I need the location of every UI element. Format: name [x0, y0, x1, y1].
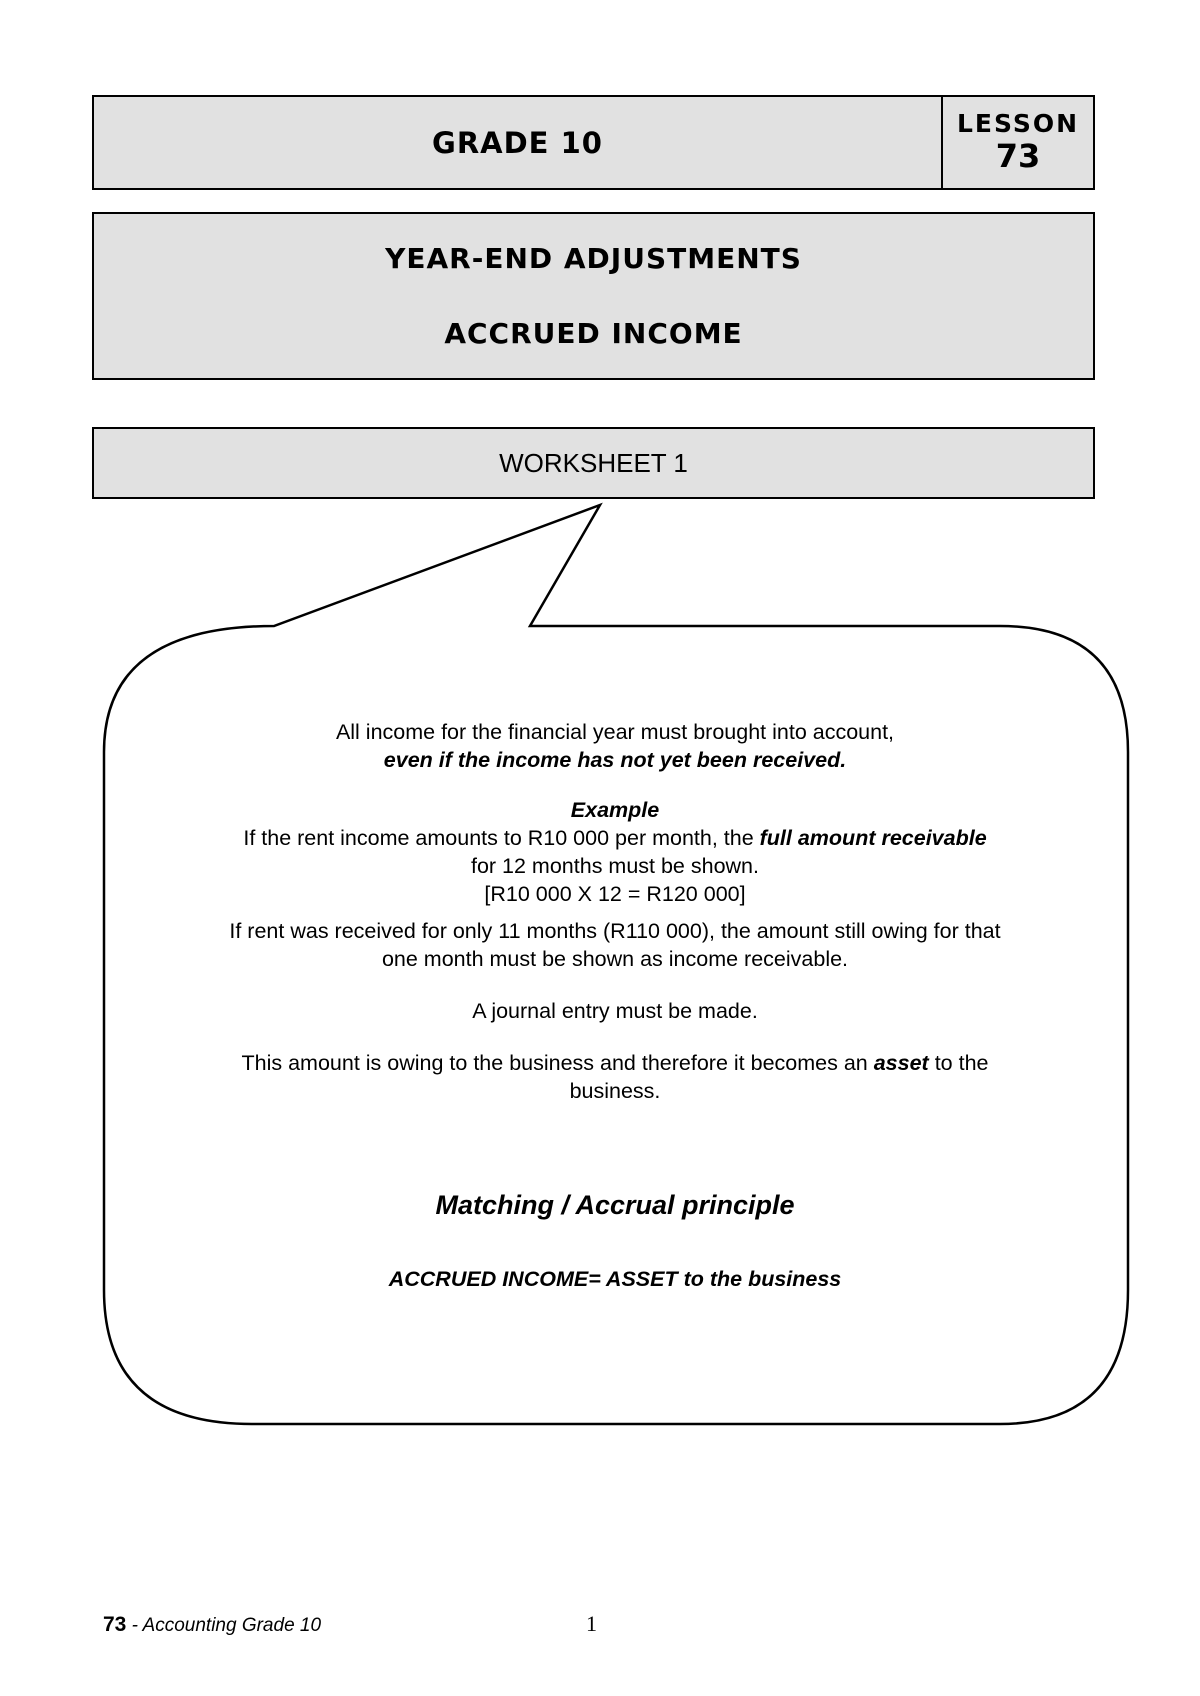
example-calculation: [R10 000 X 12 = R120 000] — [484, 882, 746, 906]
journal-entry-line: A journal entry must be made. — [472, 999, 758, 1023]
page-number: 1 — [586, 1611, 597, 1636]
bubble-content — [130, 718, 1100, 1293]
asset-line-1-end: to the — [928, 1051, 989, 1075]
matching-accrual-principle: Matching / Accrual principle — [435, 1190, 795, 1220]
footer-lesson-number: 73 — [103, 1613, 127, 1636]
asset-line-1-start: This amount is owing to the business and therefore it becomes an — [241, 1051, 874, 1075]
example-line-1-text: If the rent income amounts to R10 000 per month, the — [243, 826, 760, 850]
footer — [103, 1613, 321, 1637]
full-amount-receivable-emphasis: full amount receivable — [759, 826, 987, 850]
title-accrued-income: ACCRUED INCOME — [444, 317, 743, 350]
intro-emphasis-line: even if the income has not yet been received. — [383, 748, 847, 772]
owing-line-1: If rent was received for only 11 months (R110 000), the amount still owing for that — [229, 919, 1001, 943]
footer-text: - Accounting Grade 10 — [126, 1615, 322, 1636]
intro-line: All income for the financial year must brought into account, — [335, 720, 895, 744]
accrued-income-summary: ACCRUED INCOME= ASSET to the business — [388, 1267, 842, 1291]
lesson-label: LESSON — [956, 108, 1080, 138]
grade-heading: GRADE 10 — [432, 125, 603, 160]
asset-line-2: business. — [569, 1079, 661, 1103]
example-line-2: for 12 months must be shown. — [470, 854, 759, 878]
worksheet-label: WORKSHEET 1 — [499, 447, 688, 478]
asset-line-1 — [130, 1049, 1100, 1077]
owing-line-2: one month must be shown as income receivable. — [381, 947, 849, 971]
asset-emphasis: asset — [873, 1051, 929, 1075]
lesson-number: 73 — [995, 137, 1041, 176]
example-heading: Example — [570, 798, 660, 822]
example-line-1 — [130, 824, 1100, 852]
title-year-end-adjustments: YEAR-END ADJUSTMENTS — [385, 242, 802, 275]
